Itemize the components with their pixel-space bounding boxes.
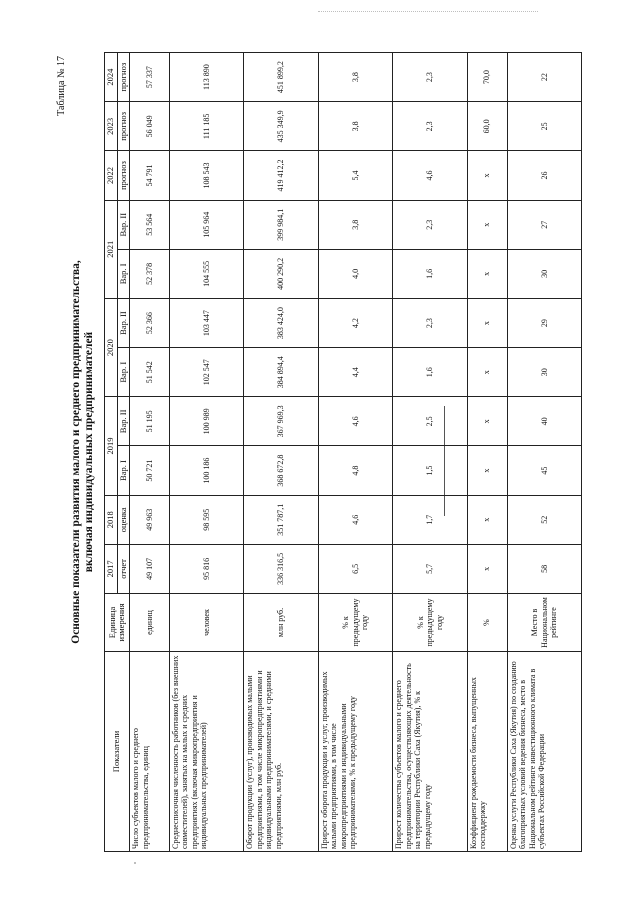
- indicator-cell: Прирост количества субъектов малого и среднего предпринимательства, осуществляющих деятельность на территории Республики Саха (Якутия), % к предыдущему году: [393, 652, 467, 852]
- value-cell: 95 816: [169, 544, 243, 593]
- value-cell: x: [467, 544, 507, 593]
- value-cell: 58: [507, 544, 581, 593]
- value-cell: 53 564: [130, 200, 170, 249]
- table-number-label: Таблица № 17: [56, 56, 67, 116]
- header-year-2020: 2020: [105, 298, 118, 396]
- unit-cell: %: [467, 594, 507, 652]
- indicator-cell: Коэффициент рождаемости бизнеса, выпущенных господдержку: [467, 652, 507, 852]
- value-cell: 4,0: [318, 249, 392, 298]
- indicator-cell: Прирост оборота продукции и услуг, производимых малыми предприятиями, в том числе микропредприятиями и индивидуальными предпринимателями, % к предыдущему году: [318, 652, 392, 852]
- rotated-page: [56, 52, 580, 852]
- value-cell: 22: [507, 53, 581, 102]
- value-cell: 98 595: [169, 495, 243, 544]
- value-cell: 52 378: [130, 249, 170, 298]
- value-cell: 29: [507, 298, 581, 347]
- header-year-2017: 2017: [105, 544, 118, 593]
- value-cell: 56 049: [130, 102, 170, 151]
- value-cell: 3,8: [318, 200, 392, 249]
- header-row-years: [105, 53, 118, 852]
- value-cell: 4,2: [318, 298, 392, 347]
- value-cell: 2,3: [393, 102, 467, 151]
- value-cell: 100 186: [169, 446, 243, 495]
- header-sub: прогноз: [117, 151, 130, 200]
- value-cell: 25: [507, 102, 581, 151]
- value-cell: 70,0: [467, 53, 507, 102]
- value-cell: 49 107: [130, 544, 170, 593]
- value-cell: 103 447: [169, 298, 243, 347]
- value-cell: 1,7: [393, 495, 467, 544]
- value-cell: 435 349,9: [244, 102, 318, 151]
- value-cell: 400 290,2: [244, 249, 318, 298]
- header-sub: Вар. I: [117, 446, 130, 495]
- value-cell: x: [467, 151, 507, 200]
- value-cell: 30: [507, 249, 581, 298]
- header-year-2024: 2024: [105, 53, 118, 102]
- header-sub: Вар. II: [117, 397, 130, 446]
- value-cell: 40: [507, 397, 581, 446]
- value-cell: 57 337: [130, 53, 170, 102]
- value-cell: 5,4: [318, 151, 392, 200]
- unit-cell: единиц: [130, 594, 170, 652]
- value-cell: x: [467, 446, 507, 495]
- indicator-cell: Оценка услуги Республики Саха (Якутия) по созданию благоприятных условий ведения бизнеса, место в Национальном рейтинге инвестиционного климата в субъектах Российской Федерации: [507, 652, 581, 852]
- value-cell: 45: [507, 446, 581, 495]
- scan-noise-line: [318, 11, 538, 13]
- value-cell: 4,4: [318, 348, 392, 397]
- table-title-line-2: включая индивидуальных предпринимателей: [83, 331, 95, 573]
- value-cell: x: [467, 495, 507, 544]
- value-cell: 1,5: [393, 446, 467, 495]
- header-unit: Единица измерения: [105, 594, 130, 652]
- value-cell: 4,6: [393, 151, 467, 200]
- unit-cell: млн руб.: [244, 594, 318, 652]
- value-cell: 451 899,2: [244, 53, 318, 102]
- header-sub: Вар. I: [117, 348, 130, 397]
- table-row: [507, 53, 581, 852]
- header-sub: прогноз: [117, 102, 130, 151]
- header-sub: прогноз: [117, 53, 130, 102]
- value-cell: 108 543: [169, 151, 243, 200]
- value-cell: 6,5: [318, 544, 392, 593]
- value-cell: 105 964: [169, 200, 243, 249]
- value-cell: 50 721: [130, 446, 170, 495]
- header-sub: Вар. II: [117, 298, 130, 347]
- value-cell: 383 424,0: [244, 298, 318, 347]
- unit-cell: % к предыдущему году: [318, 594, 392, 652]
- table-row: [130, 53, 170, 852]
- value-cell: 4,6: [318, 495, 392, 544]
- value-cell: 2,3: [393, 53, 467, 102]
- value-cell: 336 316,5: [244, 544, 318, 593]
- header-year-2018: 2018: [105, 495, 118, 544]
- header-year-2019: 2019: [105, 397, 118, 495]
- value-cell: 30: [507, 348, 581, 397]
- value-cell: 384 894,4: [244, 348, 318, 397]
- table-row: [393, 53, 467, 852]
- value-cell: 3,8: [318, 53, 392, 102]
- value-cell: 368 672,8: [244, 446, 318, 495]
- table-title: [70, 52, 96, 852]
- table-title-line-1: Основные показатели развития малого и среднего предпринимательства,: [70, 260, 82, 644]
- table-row: [244, 53, 318, 852]
- value-cell: 51 195: [130, 397, 170, 446]
- value-cell: 49 963: [130, 495, 170, 544]
- value-cell: x: [467, 200, 507, 249]
- header-year-2023: 2023: [105, 102, 118, 151]
- unit-cell: Место в Национальном рейтинге: [507, 594, 581, 652]
- indicators-table: [104, 52, 582, 852]
- value-cell: 3,8: [318, 102, 392, 151]
- value-cell: 2,5: [393, 397, 467, 446]
- value-cell: 27: [507, 200, 581, 249]
- value-cell: 4,8: [318, 446, 392, 495]
- value-cell: 54 791: [130, 151, 170, 200]
- indicator-cell: Число субъектов малого и среднего предпринимательства, единиц: [130, 652, 170, 852]
- scan-dot: [134, 862, 136, 864]
- value-cell: 351 787,1: [244, 495, 318, 544]
- value-cell: x: [467, 249, 507, 298]
- value-cell: 1,6: [393, 249, 467, 298]
- table-row: [169, 53, 243, 852]
- value-cell: 2,3: [393, 200, 467, 249]
- value-cell: x: [467, 298, 507, 347]
- value-cell: 4,6: [318, 397, 392, 446]
- value-cell: 419 412,2: [244, 151, 318, 200]
- value-cell: 51 542: [130, 348, 170, 397]
- value-cell: 367 969,3: [244, 397, 318, 446]
- header-sub: Вар. I: [117, 249, 130, 298]
- header-year-2021: 2021: [105, 200, 118, 298]
- value-cell: x: [467, 348, 507, 397]
- value-cell: 104 555: [169, 249, 243, 298]
- header-sub: отчет: [117, 544, 130, 593]
- value-cell: 52 366: [130, 298, 170, 347]
- value-cell: 1,6: [393, 348, 467, 397]
- value-cell: 60,0: [467, 102, 507, 151]
- table-row: [318, 53, 392, 852]
- header-year-2022: 2022: [105, 151, 118, 200]
- value-cell: 5,7: [393, 544, 467, 593]
- indicator-cell: Среднесписочная численность работников (без внешних совместителей), занятых на малых и средних предприятиях (включая микропредприятия и индивидуальных предпринимателей): [169, 652, 243, 852]
- header-sub: Вар. II: [117, 200, 130, 249]
- unit-cell: % к предыдущему году: [393, 594, 467, 652]
- unit-cell: человек: [169, 594, 243, 652]
- value-cell: 26: [507, 151, 581, 200]
- value-cell: 52: [507, 495, 581, 544]
- value-cell: 111 185: [169, 102, 243, 151]
- header-sub: оценка: [117, 495, 130, 544]
- value-cell: 113 890: [169, 53, 243, 102]
- value-cell: 399 984,1: [244, 200, 318, 249]
- value-cell: x: [467, 397, 507, 446]
- value-cell: 102 547: [169, 348, 243, 397]
- value-cell: 2,3: [393, 298, 467, 347]
- value-cell: 100 989: [169, 397, 243, 446]
- indicator-cell: Оборот продукции (услуг), производимых малыми предприятиями, в том числе микропредприятиями и индивидуальными предпринимателями, и средними предприятиями, млн руб.: [244, 652, 318, 852]
- header-indicator: Показатели: [105, 652, 130, 852]
- table-row: [467, 53, 507, 852]
